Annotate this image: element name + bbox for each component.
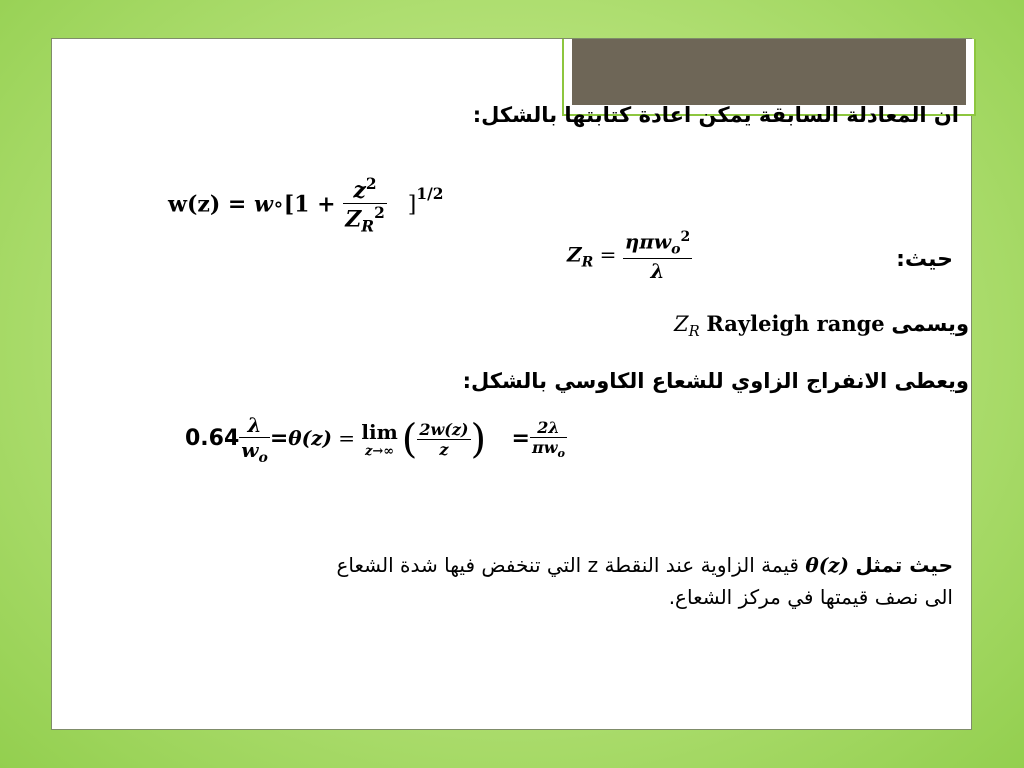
- slide: [51, 38, 972, 730]
- rayleigh-range-equation: $Z_R$ = $\frac{\eta\pi w_o^2}{\lambda}$: [567, 229, 691, 283]
- theta-explanation-line1: حيث تمثل θ(z) قيمة الزاوية عند النقطة z التي تنخفض فيها شدة الشعاع: [336, 553, 953, 577]
- title-placeholder: [572, 39, 966, 105]
- divergence-intro-line: ويعطى الانفراج الزاوي للشعاع الكاوسي بالشكل:: [462, 369, 969, 393]
- theta-explanation-line2: الى نصف قيمتها في مركز الشعاع.: [668, 585, 953, 609]
- beam-width-equation: w(z) = w∘[1 + $\frac{z^2}{Z_R^2}$ ]$^{1/2}$: [168, 175, 444, 237]
- where-label: حيث:: [896, 247, 953, 272]
- rayleigh-range-line: ويسمى $Z_R$ Rayleigh range: [674, 311, 969, 341]
- divergence-equation: 0.64 $\frac{\lambda}{w_o}$ =θ(z) = lim z→∞ ( $\frac{2w(z)}{z}$ ) = $\frac{2\lambda}{\pi w_o}$: [185, 413, 565, 466]
- intro-line: ان المعادلة السابقة يمكن اعادة كتابتها بالشكل:: [472, 103, 959, 127]
